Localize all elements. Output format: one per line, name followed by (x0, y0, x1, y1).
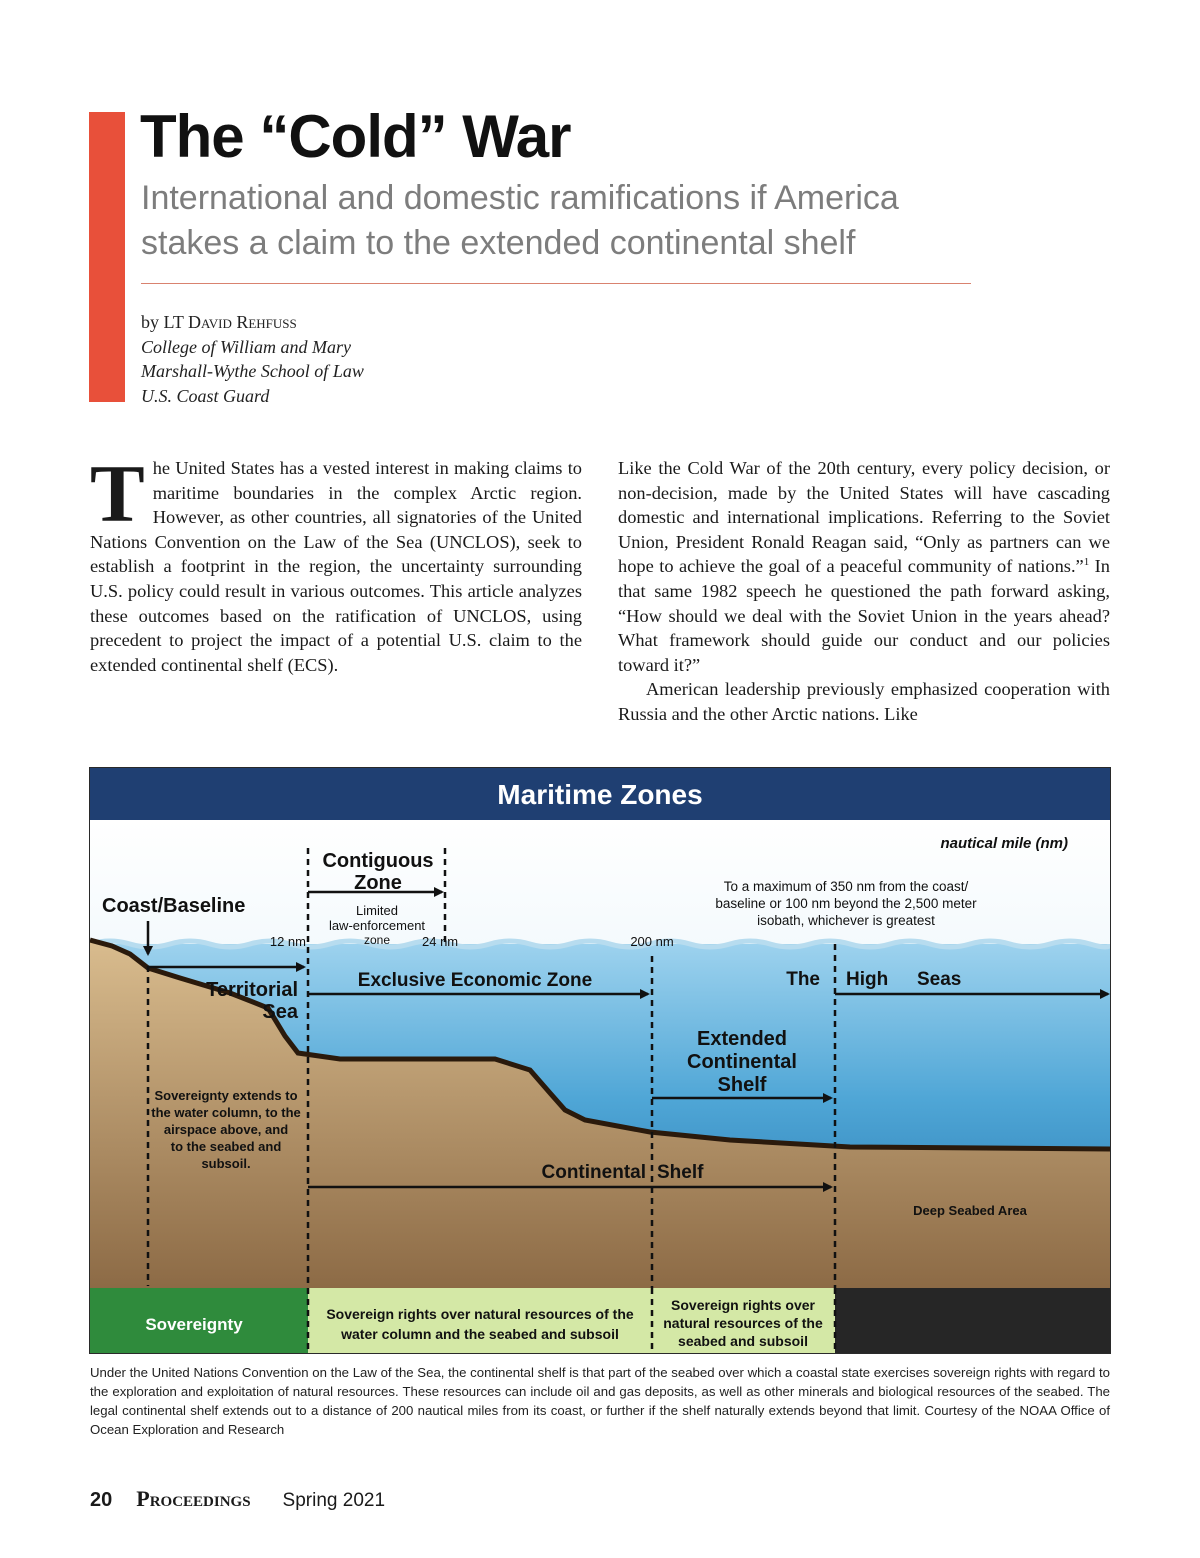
band-seabed-label: natural resources of the (663, 1315, 823, 1331)
article-subtitle: International and domestic ramifications if America stakes a claim to the extended continental shelf (141, 179, 899, 262)
continental-shelf-label: Continental (541, 1162, 646, 1183)
byline-prefix: by LT (141, 312, 189, 332)
body-column-left (90, 448, 582, 677)
maritime-zones-figure (89, 767, 1111, 1354)
band-seabed-label: Sovereign rights over (671, 1297, 815, 1313)
body-column-right (618, 456, 1110, 727)
band-rights-label: water column and the seabed and subsoil (341, 1326, 619, 1342)
sovereignty-note: airspace above, and (163, 1122, 289, 1137)
byline (141, 310, 364, 408)
ecs-limit-note: baseline or 100 nm beyond the 2,500 meter (715, 896, 977, 911)
24nm-label: 24 nm (422, 934, 459, 949)
affiliation: Marshall-Wythe School of Law (141, 361, 364, 381)
eez-label: Exclusive Economic Zone (357, 970, 593, 991)
limited-zone-label: Limited (356, 903, 398, 918)
magazine-name: Proceedings (136, 1486, 251, 1511)
ecs-limit-note: To a maximum of 350 nm from the coast/ (723, 879, 969, 894)
band-rights-label: Sovereign rights over natural resources of the (326, 1306, 634, 1322)
paragraph-text: American leadership previously emphasized cooperation with Russia and the other Arctic nations. Like (618, 679, 1110, 724)
page-footer (90, 1486, 385, 1516)
sovereignty-note: the water column, to the (151, 1105, 301, 1120)
article-title: The “Cold” War (140, 103, 571, 170)
12nm-label: 12 nm (269, 934, 306, 949)
figure-caption: Under the United Nations Convention on the Law of the Sea, the continental shelf is that part of the seabed over which a coastal state exercises sovereign rights with regard to the exploration and exploitation of natural resources. These resources can include oil and gas deposits, as well as other minerals and biological resources of the seabed. The legal continental shelf extends out to a distance of 200 nautical miles from its coast, or further if the shelf naturally extends beyond that limit. Courtesy of the NOAA Office of Ocean Exploration and Research (90, 1365, 1110, 1437)
author-name: David Rehfuss (188, 312, 297, 332)
territorial-sea-label: Sea (262, 1001, 298, 1023)
deep-seabed-label: Deep Seabed Area (913, 1203, 1027, 1218)
accent-bar (89, 112, 125, 402)
paragraph (618, 456, 1110, 677)
contiguous-zone-label: Zone (354, 872, 402, 894)
ecs-label: Shelf (717, 1074, 767, 1096)
paragraph (618, 677, 1110, 726)
footnote-ref[interactable]: 1 (1083, 556, 1090, 569)
high-seas-label: Seas (917, 969, 962, 990)
unit-note: nautical mile (nm) (940, 835, 1068, 852)
issue-date: Spring 2021 (282, 1490, 386, 1511)
continental-shelf-label: Shelf (657, 1162, 704, 1183)
territorial-sea-label: Territorial (206, 979, 298, 1001)
sovereignty-note: Sovereignty extends to (154, 1088, 298, 1103)
paragraph-text: In that same 1982 speech he questioned the path forward asking, “How should we deal with the Soviet Union in the years ahead? What framework should guide our conduct and our policies toward it?” (618, 556, 1111, 675)
contiguous-zone-label: Contiguous (322, 850, 434, 872)
paragraph-text: Like the Cold War of the 20th century, every policy decision, or non-decision, made by the United States will have cascading domestic and international implications. Referring to the Soviet Union, President Ronald Reagan said, “Only as partners can we hope to achieve the goal of a peaceful community of nations.” (618, 458, 1110, 577)
affiliation: College of William and Mary (141, 336, 351, 357)
figure-title: Maritime Zones (497, 779, 703, 810)
ecs-label: Continental (687, 1051, 797, 1073)
paragraph-text: he United States has a vested interest in making claims to maritime boundaries in the complex Arctic region. However, as other countries, all signatories of the United Nations Convention on the Law of the Sea (UNCLOS), seek to establish a footprint in the region, the uncertainty surrounding U.S. policy could result in various outcomes. This article analyzes these outcomes based on the ratification of UNCLOS, using precedent to project the impact of a potential U.S. claim to the extended continental shelf (ECS). (90, 458, 582, 675)
200nm-label: 200 nm (630, 934, 674, 949)
high-seas-label: High (846, 969, 889, 990)
maritime-zones-diagram (90, 768, 1110, 1353)
sovereignty-note: subsoil. (201, 1156, 251, 1171)
author-line (141, 310, 364, 335)
ecs-limit-note: isobath, whichever is greatest (757, 913, 935, 928)
band-sovereignty-label: Sovereignty (145, 1315, 243, 1334)
title-divider (141, 283, 971, 284)
coast-baseline-label: Coast/Baseline (102, 895, 246, 917)
ecs-label: Extended (696, 1028, 788, 1050)
no-rights-band (835, 1288, 1110, 1353)
drop-cap: T (90, 448, 145, 539)
band-seabed-label: seabed and subsoil (678, 1333, 808, 1349)
page-number: 20 (90, 1489, 113, 1511)
limited-zone-label: zone (363, 933, 391, 947)
sovereignty-note: to the seabed and (170, 1139, 282, 1154)
affiliation: U.S. Coast Guard (141, 385, 270, 406)
paragraph (90, 448, 582, 677)
limited-zone-label: law-enforcement (328, 918, 426, 933)
high-seas-label: The (786, 969, 820, 990)
